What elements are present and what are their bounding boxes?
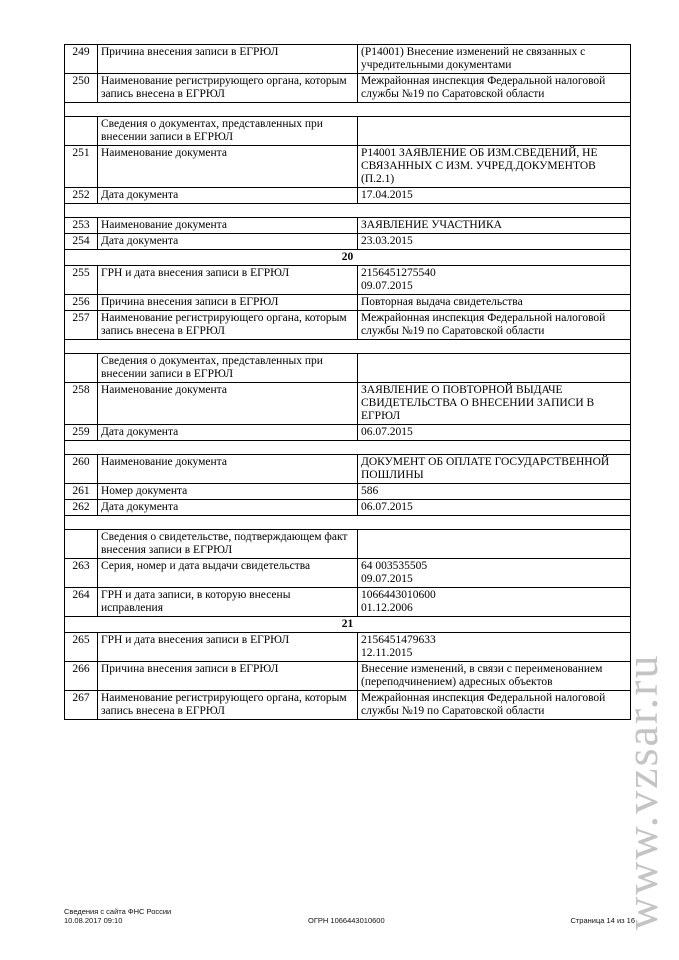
footer-source (64, 907, 171, 925)
row-number: 260 (65, 455, 98, 484)
field-value: Межрайонная инспекция Федеральной налоговой службы №19 по Саратовской области (358, 74, 631, 103)
field-value: ДОКУМЕНТ ОБ ОПЛАТЕ ГОСУДАРСТВЕННОЙ ПОШЛИНЫ (358, 455, 631, 484)
table-row (65, 266, 631, 295)
section-number: 21 (65, 617, 631, 633)
table-row (65, 234, 631, 250)
table-row (65, 311, 631, 340)
egrul-table-body (65, 45, 631, 720)
row-number: 254 (65, 234, 98, 250)
field-value: 06.07.2015 (358, 500, 631, 516)
egrul-table (64, 44, 631, 720)
row-number: 264 (65, 588, 98, 617)
row-number: 249 (65, 45, 98, 74)
row-number (65, 530, 98, 559)
section-number: 20 (65, 250, 631, 266)
field-name: Сведения о документах, представленных при внесении записи в ЕГРЮЛ (98, 354, 358, 383)
table-row (65, 117, 631, 146)
field-name: ГРН и дата внесения записи в ЕГРЮЛ (98, 633, 358, 662)
field-name: Дата документа (98, 188, 358, 204)
field-name: Дата документа (98, 234, 358, 250)
field-value: Межрайонная инспекция Федеральной налоговой службы №19 по Саратовской области (358, 311, 631, 340)
table-row (65, 354, 631, 383)
field-name: Наименование регистрирующего органа, которым запись внесена в ЕГРЮЛ (98, 74, 358, 103)
table-row (65, 45, 631, 74)
section-header-row (65, 250, 631, 266)
table-row (65, 633, 631, 662)
row-number: 256 (65, 295, 98, 311)
row-number (65, 354, 98, 383)
field-value: (Р14001) Внесение изменений не связанных с учредительными документами (358, 45, 631, 74)
field-name: Серия, номер и дата выдачи свидетельства (98, 559, 358, 588)
row-number: 255 (65, 266, 98, 295)
table-row (65, 559, 631, 588)
field-value: 64 003535505 09.07.2015 (358, 559, 631, 588)
table-row (65, 484, 631, 500)
field-value: 06.07.2015 (358, 425, 631, 441)
field-name: Наименование документа (98, 146, 358, 188)
row-number: 250 (65, 74, 98, 103)
table-row (65, 295, 631, 311)
section-header-row (65, 617, 631, 633)
field-value: Р14001 ЗАЯВЛЕНИЕ ОБ ИЗМ.СВЕДЕНИЙ, НЕ СВЯЗАННЫХ С ИЗМ. УЧРЕД.ДОКУМЕНТОВ (П.2.1) (358, 146, 631, 188)
watermark: www.vzsar.ru (616, 653, 667, 930)
footer-page-number: Страница 14 из 16 (570, 916, 635, 925)
table-spacer-row (65, 441, 631, 455)
table-row (65, 146, 631, 188)
row-number: 262 (65, 500, 98, 516)
footer-datetime: 10.08.2017 09:10 (64, 916, 123, 925)
field-value: ЗАЯВЛЕНИЕ УЧАСТНИКА (358, 218, 631, 234)
footer-source-text: Сведения с сайта ФНС России (64, 907, 172, 916)
field-value: 23.03.2015 (358, 234, 631, 250)
table-row (65, 588, 631, 617)
row-number: 257 (65, 311, 98, 340)
table-spacer-row (65, 103, 631, 117)
row-number: 253 (65, 218, 98, 234)
table-row (65, 74, 631, 103)
spacer-cell (65, 516, 631, 530)
row-number: 258 (65, 383, 98, 425)
table-row (65, 218, 631, 234)
footer-ogrn: ОГРН 1066443010600 (308, 916, 385, 925)
table-row (65, 425, 631, 441)
spacer-cell (65, 204, 631, 218)
field-value: Межрайонная инспекция Федеральной налоговой службы №19 по Саратовской области (358, 691, 631, 720)
field-value: 17.04.2015 (358, 188, 631, 204)
field-name: Номер документа (98, 484, 358, 500)
table-spacer-row (65, 516, 631, 530)
table-row (65, 662, 631, 691)
field-name: Дата документа (98, 500, 358, 516)
spacer-cell (65, 340, 631, 354)
field-name: Причина внесения записи в ЕГРЮЛ (98, 295, 358, 311)
table-row (65, 530, 631, 559)
field-name: Сведения о свидетельстве, подтверждающем факт внесения записи в ЕГРЮЛ (98, 530, 358, 559)
row-number: 263 (65, 559, 98, 588)
field-value (358, 354, 631, 383)
field-name: ГРН и дата внесения записи в ЕГРЮЛ (98, 266, 358, 295)
field-value: 2156451275540 09.07.2015 (358, 266, 631, 295)
row-number: 259 (65, 425, 98, 441)
row-number: 265 (65, 633, 98, 662)
row-number: 266 (65, 662, 98, 691)
field-value: ЗАЯВЛЕНИЕ О ПОВТОРНОЙ ВЫДАЧЕ СВИДЕТЕЛЬСТВА О ВНЕСЕНИИ ЗАПИСИ В ЕГРЮЛ (358, 383, 631, 425)
table-row (65, 691, 631, 720)
row-number: 251 (65, 146, 98, 188)
field-value: 1066443010600 01.12.2006 (358, 588, 631, 617)
row-number (65, 117, 98, 146)
row-number: 261 (65, 484, 98, 500)
field-name: Сведения о документах, представленных при внесении записи в ЕГРЮЛ (98, 117, 358, 146)
field-value: Внесение изменений, в связи с переименованием (переподчинением) адресных объектов (358, 662, 631, 691)
table-spacer-row (65, 204, 631, 218)
field-name: Наименование регистрирующего органа, которым запись внесена в ЕГРЮЛ (98, 311, 358, 340)
field-name: Причина внесения записи в ЕГРЮЛ (98, 662, 358, 691)
field-name: Наименование регистрирующего органа, которым запись внесена в ЕГРЮЛ (98, 691, 358, 720)
field-value (358, 117, 631, 146)
field-name: Дата документа (98, 425, 358, 441)
row-number: 267 (65, 691, 98, 720)
table-row (65, 188, 631, 204)
field-name: Наименование документа (98, 383, 358, 425)
field-name: ГРН и дата записи, в которую внесены исправления (98, 588, 358, 617)
field-name: Причина внесения записи в ЕГРЮЛ (98, 45, 358, 74)
row-number: 252 (65, 188, 98, 204)
table-spacer-row (65, 340, 631, 354)
field-value: 2156451479633 12.11.2015 (358, 633, 631, 662)
field-value (358, 530, 631, 559)
field-name: Наименование документа (98, 455, 358, 484)
spacer-cell (65, 103, 631, 117)
table-row (65, 500, 631, 516)
table-row (65, 383, 631, 425)
field-value: Повторная выдача свидетельства (358, 295, 631, 311)
table-row (65, 455, 631, 484)
field-name: Наименование документа (98, 218, 358, 234)
spacer-cell (65, 441, 631, 455)
field-value: 586 (358, 484, 631, 500)
